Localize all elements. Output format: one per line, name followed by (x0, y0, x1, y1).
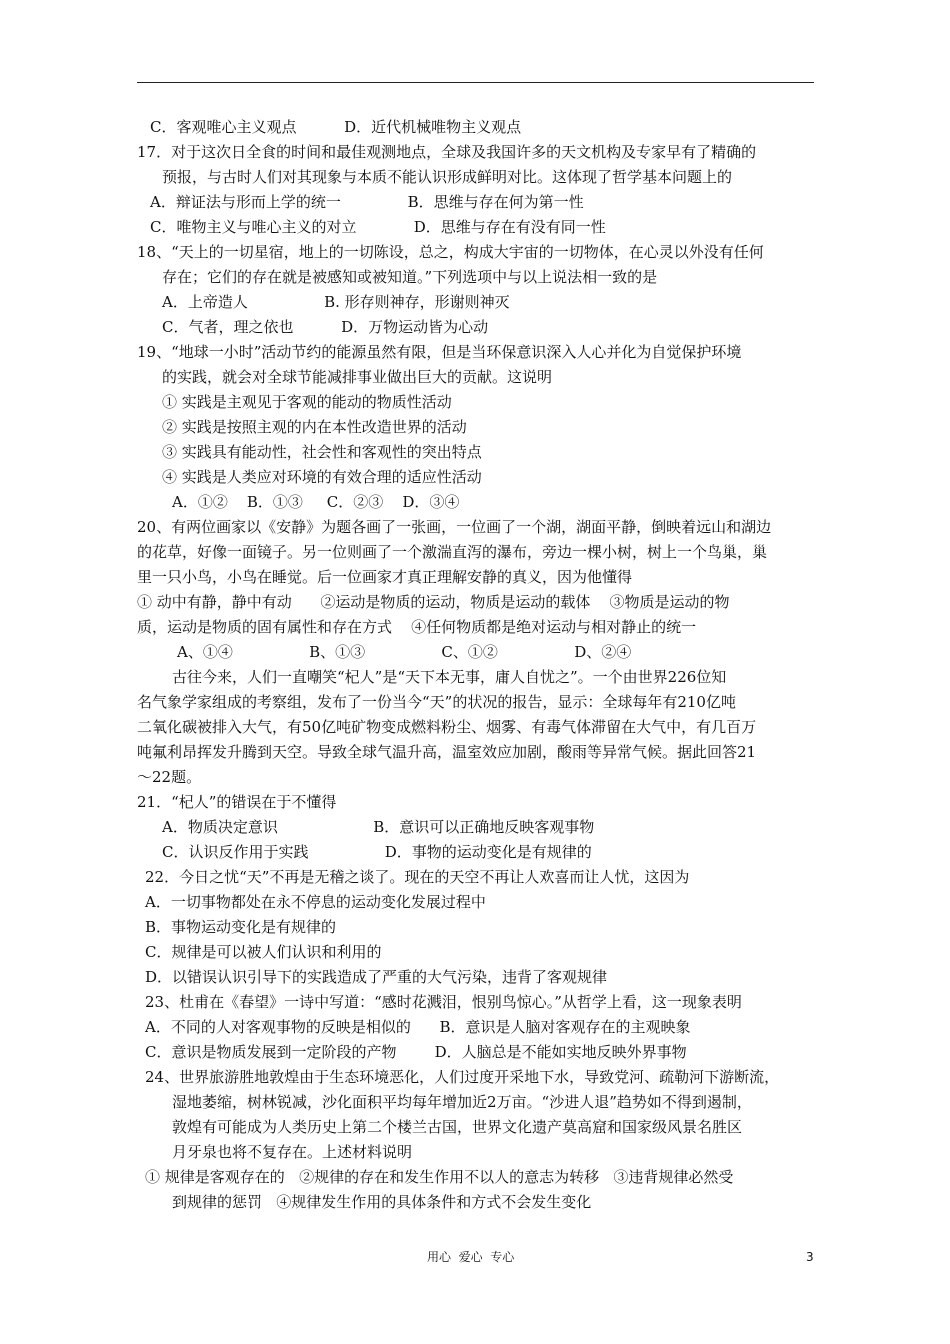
text-line: A、①④ B、①③ C、①② D、②④ (177, 643, 632, 661)
text-line: 到规律的惩罚 ④规律发生作用的具体条件和方式不会发生变化 (172, 1193, 592, 1211)
text-line: C．气者，理之依也 D．万物运动皆为心动 (162, 318, 489, 336)
text-line: A．物质决定意识 B．意识可以正确地反映客观事物 (162, 818, 595, 836)
text-line: 月牙泉也将不复存在。上述材料说明 (172, 1143, 413, 1161)
text-line: B．事物运动变化是有规律的 (145, 918, 337, 936)
text-line: A．①② B．①③ C．②③ D．③④ (172, 493, 460, 511)
text-line: 吨氟利昂挥发升腾到天空。导致全球气温升高，温室效应加剧，酸雨等异常气候。据此回答21 (137, 743, 757, 761)
text-line: 18、“天上的一切星宿，地上的一切陈设，总之，构成大宇宙的一切物体，在心灵以外没有任何 (137, 243, 764, 261)
page-number: 3 (806, 1250, 814, 1264)
text-line: 20、有两位画家以《安静》为题各画了一张画，一位画了一个湖，湖面平静，倒映着远山和湖边 (137, 518, 772, 536)
text-line: ④ 实践是人类应对环境的有效合理的适应性活动 (162, 468, 482, 486)
text-line: A．一切事物都处在永不停息的运动变化发展过程中 (145, 893, 486, 911)
text-line: 21．“杞人”的错误在于不懂得 (137, 793, 337, 811)
text-line: ～22题。 (137, 768, 202, 786)
text-line: ① 规律是客观存在的 ②规律的存在和发生作用不以人的意志为转移 ③违背规律必然受 (145, 1168, 734, 1186)
text-line: 里一只小鸟，小鸟在睡觉。后一位画家才真正理解安静的真义，因为他懂得 (137, 568, 633, 586)
text-line: C．客观唯心主义观点 D．近代机械唯物主义观点 (150, 118, 522, 136)
text-line: 湿地萎缩，树林锐减，沙化面积平均每年增加近2万亩。“沙进人退”趋势如不得到遏制， (172, 1093, 752, 1111)
text-line: ① 动中有静，静中有动 ②运动是物质的运动，物质是运动的载体 ③物质是运动的物 (137, 593, 730, 611)
header-rule (137, 82, 814, 83)
text-line: D．以错误认识引导下的实践造成了严重的大气污染，违背了客观规律 (145, 968, 608, 986)
text-line: 的花草，好像一面镜子。另一位则画了一个激湍直泻的瀑布，旁边一棵小树，树上一个鸟巢，巢 (137, 543, 768, 561)
text-line: C．规律是可以被人们认识和利用的 (145, 943, 382, 961)
text-line: 敦煌有可能成为人类历史上第二个楼兰古国，世界文化遗产莫高窟和国家级风景名胜区 (172, 1118, 743, 1136)
text-line: C．认识反作用于实践 D．事物的运动变化是有规律的 (162, 843, 592, 861)
text-line: C．意识是物质发展到一定阶段的产物 D．人脑总是不能如实地反映外界事物 (145, 1043, 687, 1061)
text-line: 预报，与古时人们对其现象与本质不能认识形成鲜明对比。这体现了哲学基本问题上的 (162, 168, 733, 186)
text-line: 古往今来，人们一直嘲笑“杞人”是“天下本无事，庸人自忧之”。一个由世界226位知 (172, 668, 727, 686)
footer-slogan: 用心 爱心 专心 (427, 1250, 515, 1264)
text-line: ② 实践是按照主观的内在本性改造世界的活动 (162, 418, 467, 436)
text-line: 19、“地球一小时”活动节约的能源虽然有限，但是当环保意识深入人心并化为自觉保护环境 (137, 343, 742, 361)
text-line: 24、世界旅游胜地敦煌由于生态环境恶化，人们过度开采地下水，导致党河、疏勒河下游断流， (145, 1068, 780, 1086)
text-line: C．唯物主义与唯心主义的对立 D．思维与存在有没有同一性 (150, 218, 606, 236)
text-line: 22．今日之忧“天”不再是无稽之谈了。现在的天空不再让人欢喜而让人忧，这因为 (145, 868, 690, 886)
text-line: A．辩证法与形而上学的统一 B．思维与存在何为第一性 (150, 193, 584, 211)
text-line: 二氧化碳被排入大气，有50亿吨矿物变成燃料粉尘、烟雾、有毒气体滞留在大气中，有几百万 (137, 718, 757, 736)
text-line: ① 实践是主观见于客观的能动的物质性活动 (162, 393, 452, 411)
text-line: 存在；它们的存在就是被感知或被知道。”下列选项中与以上说法相一致的是 (162, 268, 658, 286)
text-line: A．不同的人对客观事物的反映是相似的 B．意识是人脑对客观存在的主观映象 (145, 1018, 691, 1036)
text-line: 名气象学家组成的考察组，发布了一份当今“天”的状况的报告，显示：全球每年有210亿吨 (137, 693, 736, 711)
text-line: 23、杜甫在《春望》一诗中写道：“感时花溅泪，恨别鸟惊心。”从哲学上看，这一现象表明 (145, 993, 742, 1011)
text-line: A．上帝造人 B. 形存则神存，形谢则神灭 (162, 293, 510, 311)
text-line: 17．对于这次日全食的时间和最佳观测地点，全球及我国许多的天文机构及专家早有了精确的 (137, 143, 757, 161)
text-line: ③ 实践具有能动性，社会性和客观性的突出特点 (162, 443, 482, 461)
text-line: 的实践，就会对全球节能减排事业做出巨大的贡献。这说明 (162, 368, 553, 386)
text-line: 质，运动是物质的固有属性和存在方式 ④任何物质都是绝对运动与相对静止的统一 (137, 618, 697, 636)
